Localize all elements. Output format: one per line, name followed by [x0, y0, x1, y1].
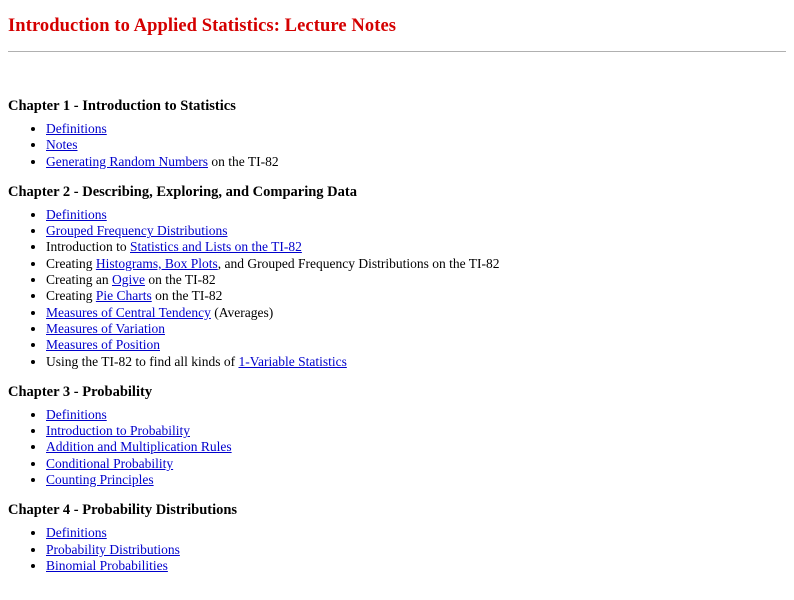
topic-list	[8, 525, 786, 574]
list-item	[46, 239, 786, 255]
topic-text: (Averages)	[210, 304, 274, 320]
chapter-heading: Chapter 4 - Probability Distributions	[8, 502, 238, 519]
list-item	[46, 407, 786, 423]
chapter-section	[8, 98, 786, 170]
chapter-section	[8, 184, 786, 370]
topic-text: on the TI-82	[144, 272, 216, 288]
section-spacer	[8, 170, 786, 184]
list-item	[46, 305, 786, 321]
section-spacer	[8, 488, 786, 502]
topic-link[interactable]: Measures of Variation	[46, 320, 165, 336]
topic-list	[8, 407, 786, 488]
list-item	[46, 207, 786, 223]
topic-text: Creating	[46, 255, 96, 271]
chapter-heading: Chapter 3 - Probability	[8, 383, 153, 400]
section-spacer	[8, 370, 786, 384]
topic-link[interactable]: Probability Distributions	[46, 541, 180, 557]
topic-link[interactable]: Histograms, Box Plots	[95, 255, 218, 271]
topic-link[interactable]: Notes	[46, 137, 78, 153]
list-item	[46, 121, 786, 137]
page-title: Introduction to Applied Statistics: Lecture Notes	[8, 16, 397, 36]
topic-text: Creating	[46, 288, 96, 304]
topic-link[interactable]: Conditional Probability	[46, 455, 174, 471]
topic-link[interactable]: Measures of Position	[46, 337, 160, 353]
list-item	[46, 154, 786, 170]
list-item	[46, 423, 786, 439]
topic-list	[8, 121, 786, 170]
topic-link[interactable]: Binomial Probabilities	[46, 557, 168, 573]
topic-link[interactable]: Statistics and Lists on the TI-82	[130, 239, 302, 255]
topic-link[interactable]: Measures of Central Tendency	[46, 304, 211, 320]
topic-link[interactable]: 1-Variable Statistics	[238, 353, 347, 369]
chapter-heading: Chapter 2 - Describing, Exploring, and Comparing Data	[8, 183, 357, 200]
chapter-section	[8, 384, 786, 488]
topic-link[interactable]: Counting Principles	[46, 472, 154, 488]
chapter-heading: Chapter 1 - Introduction to Statistics	[8, 98, 236, 114]
topic-link[interactable]: Ogive	[111, 272, 145, 288]
topic-link[interactable]: Addition and Multiplication Rules	[46, 439, 232, 455]
topic-link[interactable]: Pie Charts	[95, 288, 152, 304]
list-item	[46, 456, 786, 472]
topic-link[interactable]: Definitions	[46, 206, 107, 222]
topic-text: on the TI-82	[151, 288, 223, 304]
chapter-container	[8, 98, 786, 574]
topic-text: on the TI-82	[207, 153, 279, 169]
list-item	[46, 337, 786, 353]
topic-list	[8, 207, 786, 370]
topic-text: , and Grouped Frequency Distributions on the TI-82	[217, 255, 500, 271]
topic-link[interactable]: Definitions	[46, 525, 107, 541]
list-item	[46, 256, 786, 272]
topic-link[interactable]: Grouped Frequency Distributions	[46, 223, 228, 239]
topic-text: Introduction to	[46, 239, 130, 255]
list-item	[46, 321, 786, 337]
topic-link[interactable]: Definitions	[46, 121, 107, 136]
list-item	[46, 288, 786, 304]
title-spacer	[8, 52, 786, 98]
topic-link[interactable]: Generating Random Numbers	[46, 153, 208, 169]
list-item	[46, 223, 786, 239]
list-item	[46, 472, 786, 488]
list-item	[46, 272, 786, 288]
topic-text: Creating an	[46, 272, 112, 288]
topic-link[interactable]: Definitions	[46, 406, 107, 422]
list-item	[46, 439, 786, 455]
list-item	[46, 542, 786, 558]
chapter-section	[8, 502, 786, 574]
topic-text: Using the TI-82 to find all kinds of	[46, 353, 239, 369]
list-item	[46, 525, 786, 541]
list-item	[46, 354, 786, 370]
topic-link[interactable]: Introduction to Probability	[46, 423, 190, 439]
list-item	[46, 137, 786, 153]
list-item	[46, 558, 786, 574]
